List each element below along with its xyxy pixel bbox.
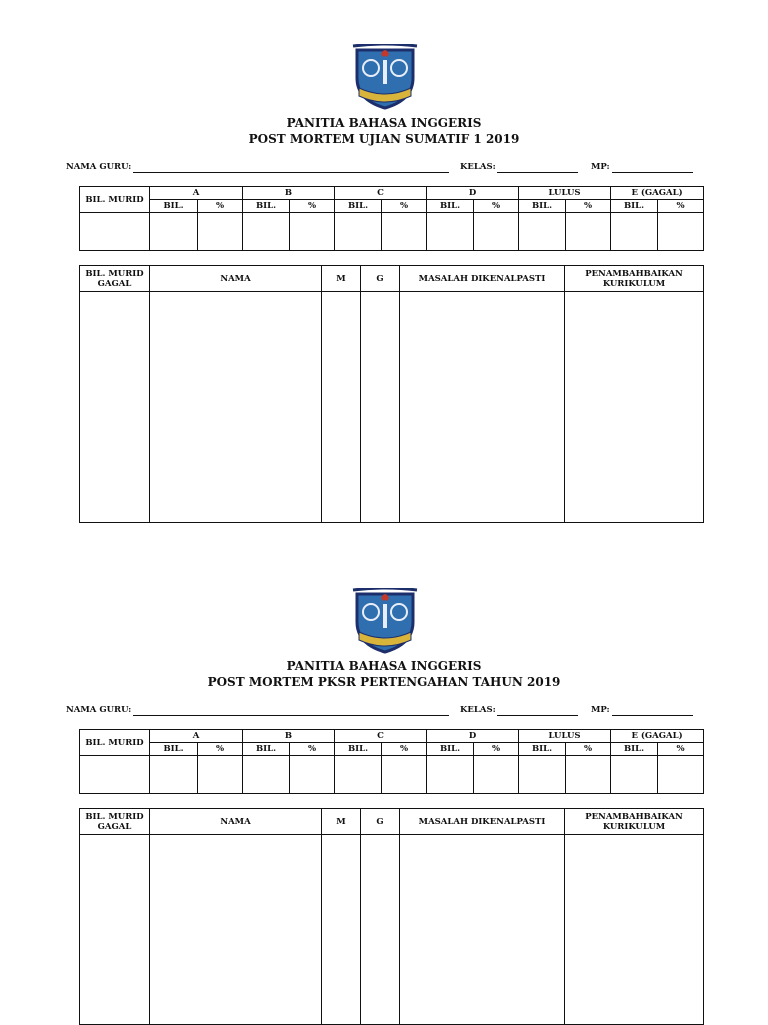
pct-subheader: % bbox=[658, 200, 704, 213]
masalah-header: MASALAH DIKENALPASTI bbox=[400, 809, 565, 835]
grade-entry-row bbox=[80, 756, 704, 794]
teacher-info-row bbox=[0, 705, 768, 719]
m-header: M bbox=[322, 809, 361, 835]
mp-label: MP: bbox=[591, 162, 610, 172]
nama-header: NAMA bbox=[150, 809, 322, 835]
entry-cell[interactable] bbox=[361, 835, 400, 1025]
gagal-header: E (GAGAL) bbox=[611, 187, 704, 200]
grade-d-header: D bbox=[427, 730, 519, 743]
grade-b-header: B bbox=[243, 730, 335, 743]
school-crest-logo bbox=[349, 588, 421, 656]
pct-subheader: % bbox=[198, 743, 243, 756]
entry-cell[interactable] bbox=[611, 756, 658, 794]
mp-field[interactable] bbox=[612, 715, 693, 716]
bil-subheader: BIL. bbox=[335, 200, 382, 213]
entry-cell[interactable] bbox=[80, 835, 150, 1025]
bil-subheader: BIL. bbox=[519, 200, 566, 213]
entry-cell[interactable] bbox=[400, 835, 565, 1025]
bil-subheader: BIL. bbox=[427, 743, 474, 756]
grade-c-header: C bbox=[335, 730, 427, 743]
bil-murid-header: BIL. MURID bbox=[80, 187, 150, 213]
pct-subheader: % bbox=[474, 743, 519, 756]
entry-cell[interactable] bbox=[243, 756, 290, 794]
penambahbaikan-header: PENAMBAHBAIKAN KURIKULUM bbox=[565, 266, 704, 292]
form-subtitle: POST MORTEM PKSR PERTENGAHAN TAHUN 2019 bbox=[207, 675, 561, 689]
pct-subheader: % bbox=[566, 743, 611, 756]
kelas-field[interactable] bbox=[497, 715, 578, 716]
bil-subheader: BIL. bbox=[611, 200, 658, 213]
m-header: M bbox=[322, 266, 361, 292]
grade-a-header: A bbox=[150, 187, 243, 200]
bil-subheader: BIL. bbox=[611, 743, 658, 756]
entry-cell[interactable] bbox=[474, 756, 519, 794]
panel-header: PANITIA BAHASA INGGERIS bbox=[286, 659, 482, 673]
entry-cell[interactable] bbox=[382, 756, 427, 794]
bil-subheader: BIL. bbox=[243, 743, 290, 756]
lulus-header: LULUS bbox=[519, 187, 611, 200]
bil-subheader: BIL. bbox=[150, 200, 198, 213]
gagal-header: E (GAGAL) bbox=[611, 730, 704, 743]
entry-cell[interactable] bbox=[198, 756, 243, 794]
nama-guru-label: NAMA GURU: bbox=[66, 705, 132, 715]
panel-header: PANITIA BAHASA INGGERIS bbox=[286, 116, 482, 130]
failed-students-table bbox=[79, 808, 704, 1025]
grade-a-header: A bbox=[150, 730, 243, 743]
failed-entry-row bbox=[80, 835, 704, 1025]
g-header: G bbox=[361, 266, 400, 292]
entry-cell[interactable] bbox=[290, 756, 335, 794]
entry-cell[interactable] bbox=[658, 756, 704, 794]
bil-subheader: BIL. bbox=[427, 200, 474, 213]
bil-subheader: BIL. bbox=[150, 743, 198, 756]
entry-cell[interactable] bbox=[427, 756, 474, 794]
g-header: G bbox=[361, 809, 400, 835]
entry-cell[interactable] bbox=[322, 835, 361, 1025]
pct-subheader: % bbox=[566, 200, 611, 213]
grade-d-header: D bbox=[427, 187, 519, 200]
bil-subheader: BIL. bbox=[335, 743, 382, 756]
pct-subheader: % bbox=[658, 743, 704, 756]
bil-murid-header: BIL. MURID bbox=[80, 730, 150, 756]
entry-cell[interactable] bbox=[150, 756, 198, 794]
bil-subheader: BIL. bbox=[243, 200, 290, 213]
entry-cell[interactable] bbox=[565, 835, 704, 1025]
pct-subheader: % bbox=[382, 743, 427, 756]
entry-cell[interactable] bbox=[519, 756, 566, 794]
masalah-header: MASALAH DIKENALPASTI bbox=[400, 266, 565, 292]
entry-cell[interactable] bbox=[335, 756, 382, 794]
pct-subheader: % bbox=[290, 743, 335, 756]
bil-subheader: BIL. bbox=[519, 743, 566, 756]
grade-b-header: B bbox=[243, 187, 335, 200]
grade-c-header: C bbox=[335, 187, 427, 200]
pct-subheader: % bbox=[198, 200, 243, 213]
pct-subheader: % bbox=[382, 200, 427, 213]
lulus-header: LULUS bbox=[519, 730, 611, 743]
bil-murid-gagal-header: BIL. MURID GAGAL bbox=[80, 809, 150, 835]
form-subtitle: POST MORTEM UJIAN SUMATIF 1 2019 bbox=[248, 132, 520, 146]
kelas-label: KELAS: bbox=[460, 705, 496, 715]
bil-murid-gagal-header: BIL. MURID GAGAL bbox=[80, 266, 150, 292]
entry-cell[interactable] bbox=[566, 756, 611, 794]
nama-header: NAMA bbox=[150, 266, 322, 292]
mp-label: MP: bbox=[591, 705, 610, 715]
pct-subheader: % bbox=[290, 200, 335, 213]
kelas-label: KELAS: bbox=[460, 162, 496, 172]
nama-guru-field[interactable] bbox=[133, 715, 449, 716]
entry-cell[interactable] bbox=[150, 835, 322, 1025]
grade-summary-table bbox=[79, 729, 704, 794]
nama-guru-label: NAMA GURU: bbox=[66, 162, 132, 172]
penambahbaikan-header: PENAMBAHBAIKAN KURIKULUM bbox=[565, 809, 704, 835]
entry-cell[interactable] bbox=[80, 756, 150, 794]
pct-subheader: % bbox=[474, 200, 519, 213]
